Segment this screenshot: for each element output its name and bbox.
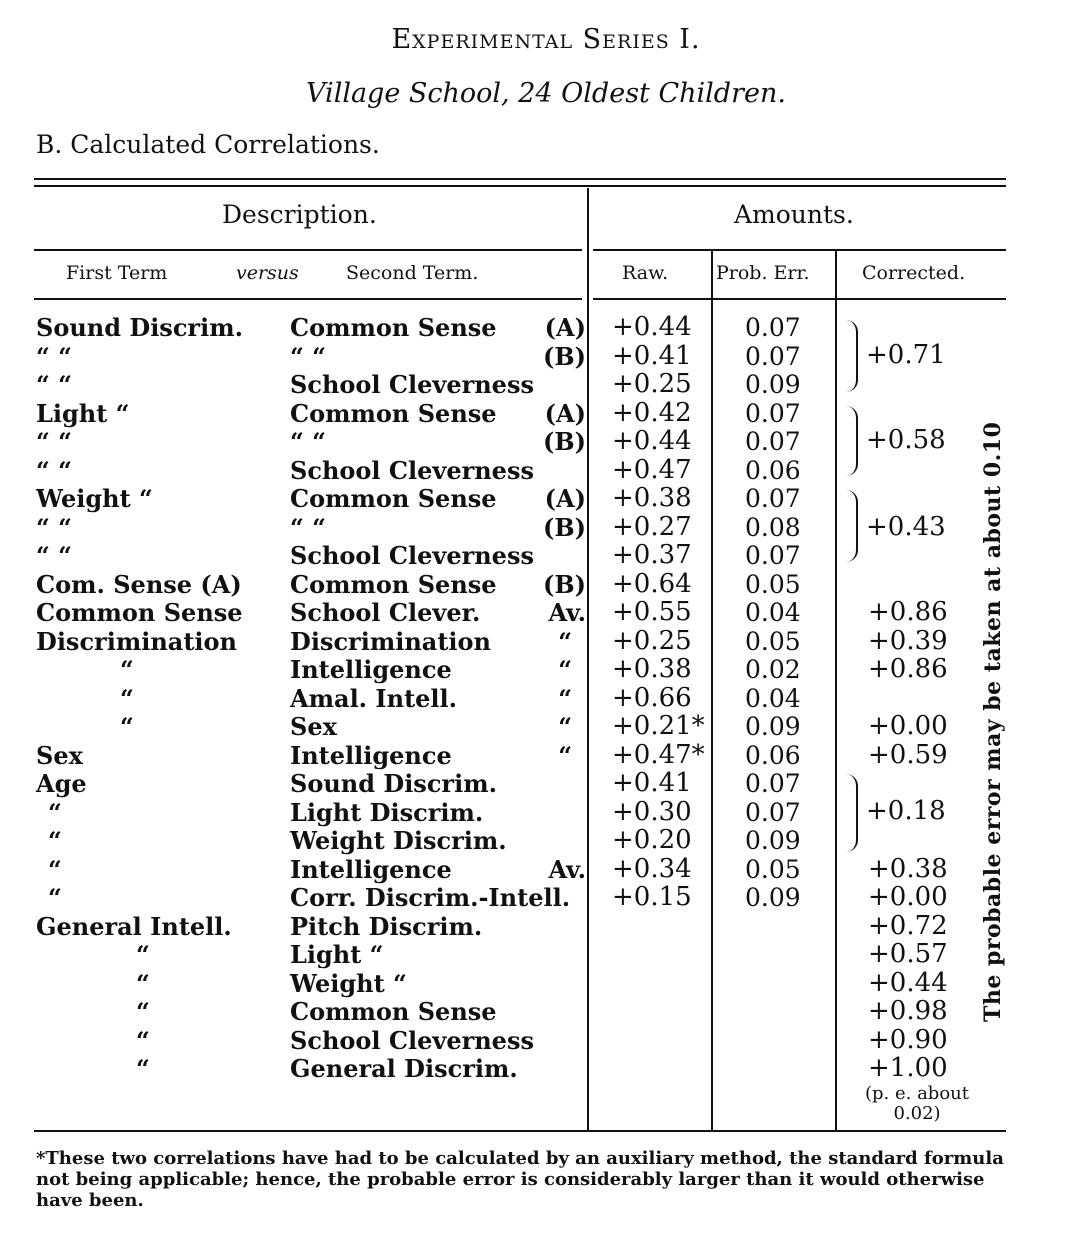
corrected-value: +0.90 xyxy=(868,1024,948,1055)
brace-weight xyxy=(846,490,858,562)
table-row xyxy=(0,570,1092,599)
pe-note-line2: 0.02) xyxy=(893,1103,941,1124)
table-row xyxy=(0,399,1092,428)
qualifier: (A) xyxy=(544,484,586,513)
first-term: Common Sense xyxy=(36,598,243,627)
second-term: School Cleverness xyxy=(290,1025,534,1055)
prob-err-value: 0.05 xyxy=(745,569,801,599)
header-amounts: Amounts. xyxy=(734,200,854,229)
corrected-value: +0.38 xyxy=(868,853,948,884)
brace-sound xyxy=(846,320,858,392)
first-term: “ “ xyxy=(36,541,72,570)
corrected-value: +0.59 xyxy=(868,739,948,770)
table-row xyxy=(0,541,1092,570)
corrected-value: +0.00 xyxy=(868,711,948,741)
table-row xyxy=(0,741,1092,770)
raw-value: +0.20 xyxy=(612,825,692,855)
second-term: Common Sense xyxy=(290,997,497,1026)
prob-err-value: 0.05 xyxy=(745,626,801,656)
corrected-value: +0.98 xyxy=(868,996,948,1026)
prob-err-value: 0.09 xyxy=(745,883,801,912)
prob-err-value: 0.09 xyxy=(745,370,801,399)
first-term: “ “ xyxy=(36,512,72,542)
table-row xyxy=(0,940,1092,969)
first-term: “ “ xyxy=(36,370,72,399)
prob-err-value: 0.09 xyxy=(745,712,801,741)
prob-err-value: 0.02 xyxy=(745,655,801,684)
table-row xyxy=(0,313,1092,342)
raw-value: +0.37 xyxy=(612,540,692,570)
raw-value: +0.42 xyxy=(612,397,692,428)
first-term: “ xyxy=(120,655,134,684)
corrected-value: +0.39 xyxy=(868,625,948,656)
first-term: “ xyxy=(136,968,150,998)
first-term: Sex xyxy=(36,740,83,770)
table-row xyxy=(0,826,1092,855)
qualifier: (B) xyxy=(543,569,586,599)
raw-value: +0.38 xyxy=(612,483,692,513)
prob-err-value: 0.07 xyxy=(745,797,801,827)
header-rule-amounts xyxy=(593,249,1006,251)
raw-value: +0.25 xyxy=(612,369,692,399)
second-term: School Clever. xyxy=(290,598,481,627)
section-heading: B. Calculated Correlations. xyxy=(36,130,380,159)
second-term: School Cleverness xyxy=(290,370,534,399)
raw-value: +0.25 xyxy=(612,625,692,656)
first-term: Discrimination xyxy=(36,626,237,656)
corrected-value: +0.00 xyxy=(868,882,948,912)
second-term: Weight “ xyxy=(290,968,407,998)
table-row xyxy=(0,456,1092,485)
corrected-value: +0.86 xyxy=(868,654,948,684)
second-term: School Cleverness xyxy=(290,541,534,570)
second-term: Intelligence xyxy=(290,854,452,884)
header-corrected: Corrected. xyxy=(862,262,966,284)
header-second-term: Second Term. xyxy=(346,262,479,284)
prob-err-value: 0.07 xyxy=(745,398,801,428)
second-term: Corr. Discrim.-Intell. xyxy=(290,883,571,912)
qualifier: “ xyxy=(558,655,572,684)
raw-value: +0.34 xyxy=(612,853,692,884)
table-row xyxy=(0,684,1092,713)
first-term: “ xyxy=(48,883,62,912)
second-term: Common Sense xyxy=(290,313,497,342)
prob-err-value: 0.07 xyxy=(745,427,801,456)
brace-age xyxy=(846,774,858,852)
second-term: Light “ xyxy=(290,940,384,969)
second-term: “ “ xyxy=(290,341,326,371)
prob-err-value: 0.08 xyxy=(745,512,801,542)
table-row xyxy=(0,484,1092,513)
raw-value: +0.47 xyxy=(612,454,692,485)
table-row xyxy=(0,769,1092,798)
second-term: Sex xyxy=(290,712,337,741)
bracket-value-weight: +0.43 xyxy=(866,512,946,542)
header-prob-err: Prob. Err. xyxy=(716,262,810,284)
table-row xyxy=(0,912,1092,941)
table-row xyxy=(0,997,1092,1026)
footnote-text: *These two correlations have had to be calculated by an auxiliary method, the standard formula not being applicable; hence, the probable error is considerably larger than it would otherwise have been. xyxy=(36,1148,1004,1211)
raw-value: +0.41 xyxy=(612,340,692,371)
raw-value: +0.21* xyxy=(612,711,705,741)
prob-err-value: 0.07 xyxy=(745,541,801,570)
first-term: “ xyxy=(120,683,134,713)
second-term: General Discrim. xyxy=(290,1054,518,1083)
header-first-term: First Term xyxy=(66,262,168,284)
header-versus-text: versus xyxy=(236,262,299,284)
first-term: Sound Discrim. xyxy=(36,313,243,342)
table-row xyxy=(0,1026,1092,1055)
raw-value: +0.38 xyxy=(612,654,692,684)
qualifier: Av. xyxy=(548,598,586,627)
raw-value: +0.44 xyxy=(612,426,692,456)
first-term: “ xyxy=(48,854,62,884)
second-term: Amal. Intell. xyxy=(290,683,458,713)
qualifier: “ xyxy=(558,683,572,713)
header-rule xyxy=(34,249,582,251)
header-description: Description. xyxy=(222,200,377,229)
raw-value: +0.44 xyxy=(612,312,692,342)
second-term: Intelligence xyxy=(290,655,452,684)
first-term: Com. Sense (A) xyxy=(36,569,242,599)
qualifier: (B) xyxy=(543,512,586,542)
top-rule-2 xyxy=(34,185,1006,187)
header-raw: Raw. xyxy=(622,262,669,284)
page-title: Experimental Series I. xyxy=(391,24,701,55)
table-row xyxy=(0,883,1092,912)
header-versus xyxy=(236,262,299,284)
first-term: Weight “ xyxy=(36,484,153,513)
prob-err-value: 0.04 xyxy=(745,598,801,627)
corrected-value: +0.44 xyxy=(868,967,948,998)
table-row xyxy=(0,712,1092,741)
brace-light xyxy=(846,406,858,476)
first-term: Age xyxy=(36,769,87,798)
corrected-value: +0.86 xyxy=(868,597,948,627)
corrected-value: +1.00 xyxy=(868,1053,948,1083)
second-term: Common Sense xyxy=(290,484,497,513)
raw-value: +0.66 xyxy=(612,682,692,713)
second-term: Pitch Discrim. xyxy=(290,911,483,941)
prob-err-value: 0.09 xyxy=(745,826,801,855)
raw-value: +0.47* xyxy=(612,739,705,770)
side-note: The probable error may be taken at about 0.10 xyxy=(980,421,1006,1022)
pe-note-line1: (p. e. about xyxy=(864,1083,969,1104)
page-subtitle: Village School, 24 Oldest Children. xyxy=(306,78,786,109)
raw-value: +0.27 xyxy=(612,511,692,542)
qualifier: “ xyxy=(558,626,572,656)
qualifier: (B) xyxy=(543,427,586,456)
first-term: “ xyxy=(136,940,150,969)
second-term: “ “ xyxy=(290,427,326,456)
top-rule xyxy=(34,178,1006,180)
corrected-value: +0.72 xyxy=(868,910,948,941)
raw-value: +0.30 xyxy=(612,796,692,827)
second-term: Discrimination xyxy=(290,626,491,656)
table-row xyxy=(0,1054,1092,1083)
table-row xyxy=(0,969,1092,998)
second-term: “ “ xyxy=(290,512,326,542)
prob-err-value: 0.04 xyxy=(745,683,801,713)
first-term: “ xyxy=(136,1054,150,1083)
subheader-rule-amounts xyxy=(593,298,1006,300)
prob-err-value: 0.07 xyxy=(745,313,801,342)
second-term: Light Discrim. xyxy=(290,797,484,827)
bracket-value-age: +0.18 xyxy=(866,796,946,826)
first-term: “ xyxy=(120,712,134,741)
bottom-rule xyxy=(34,1130,1006,1132)
raw-value: +0.41 xyxy=(612,768,692,798)
qualifier: “ xyxy=(558,712,572,741)
qualifier: “ xyxy=(558,740,572,770)
qualifier: (A) xyxy=(544,398,586,428)
first-term: “ xyxy=(136,1025,150,1055)
prob-err-value: 0.07 xyxy=(745,769,801,798)
first-term: Light “ xyxy=(36,398,130,428)
first-term: “ “ xyxy=(36,427,72,456)
prob-err-value: 0.07 xyxy=(745,341,801,371)
prob-err-value: 0.07 xyxy=(745,484,801,513)
first-term: General Intell. xyxy=(36,911,232,941)
second-term: Intelligence xyxy=(290,740,452,770)
raw-value: +0.64 xyxy=(612,568,692,599)
qualifier: (B) xyxy=(543,341,586,371)
second-term: Sound Discrim. xyxy=(290,769,497,798)
prob-err-value: 0.05 xyxy=(745,854,801,884)
first-term: “ “ xyxy=(36,455,72,485)
raw-value: +0.55 xyxy=(612,597,692,627)
footnote xyxy=(36,1148,1016,1211)
bracket-value-sound: +0.71 xyxy=(866,340,946,370)
pe-note xyxy=(840,1084,994,1124)
second-term: School Cleverness xyxy=(290,455,534,485)
table-row xyxy=(0,598,1092,627)
prob-err-value: 0.06 xyxy=(745,455,801,485)
first-term: “ xyxy=(48,797,62,827)
table-row xyxy=(0,655,1092,684)
bracket-value-light: +0.58 xyxy=(866,425,946,455)
second-term: Common Sense xyxy=(290,398,497,428)
subheader-rule xyxy=(34,298,582,300)
first-term: “ xyxy=(136,997,150,1026)
first-term: “ xyxy=(48,826,62,855)
prob-err-value: 0.06 xyxy=(745,740,801,770)
table-row xyxy=(0,370,1092,399)
second-term: Weight Discrim. xyxy=(290,826,507,855)
raw-value: +0.15 xyxy=(612,882,692,912)
qualifier: Av. xyxy=(548,854,586,884)
qualifier: (A) xyxy=(544,313,586,342)
corrected-value: +0.57 xyxy=(868,939,948,969)
second-term: Common Sense xyxy=(290,569,497,599)
table-row xyxy=(0,855,1092,884)
table-row xyxy=(0,627,1092,656)
first-term: “ “ xyxy=(36,341,72,371)
